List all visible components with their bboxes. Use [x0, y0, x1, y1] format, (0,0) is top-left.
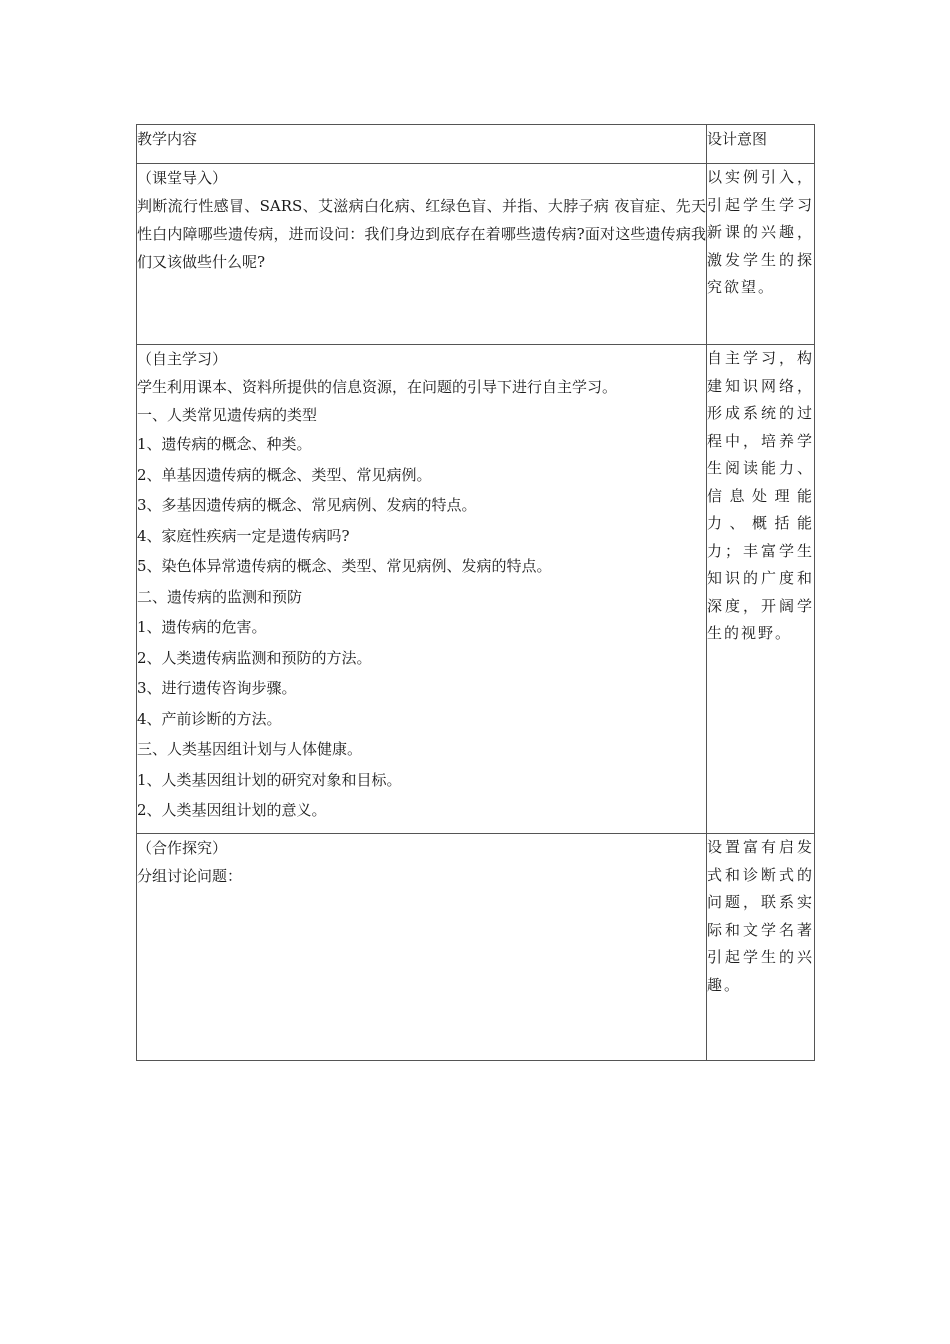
self-study-line: 1、遗传病的危害。: [137, 618, 267, 636]
self-study-line: 3、进行遗传咨询步骤。: [137, 679, 297, 697]
cooperative-design-cell: [707, 834, 815, 1061]
intro-design-text: 以实例引入，引起学生学习新课的兴趣，激发学生的探究欲望。: [707, 168, 814, 296]
self-study-row: [137, 345, 815, 834]
lesson-plan-table: [136, 124, 815, 1061]
header-design: 设计意图: [707, 125, 815, 164]
cooperative-content-cell: [137, 834, 707, 1061]
self-study-line: 4、家庭性疾病一定是遗传病吗?: [137, 526, 350, 545]
intro-design-cell: [707, 164, 815, 345]
self-study-line: 2、单基因遗传病的概念、类型、常见病例。: [137, 465, 432, 484]
cooperative-body: 分组讨论问题：: [137, 867, 243, 885]
self-study-line: 5、染色体异常遗传病的概念、类型、常见病例、发病的特点。: [137, 557, 552, 575]
cooperative-design-text: 设置富有启发式和诊断式的问题，联系实际和文学名著引起学生的兴趣。: [707, 838, 814, 994]
table-header-row: [137, 125, 815, 164]
cooperative-row: [137, 834, 815, 1061]
self-study-heading: （自主学习）: [137, 350, 228, 368]
self-study-content-cell: [137, 345, 707, 834]
self-study-line: 一、人类常见遗传病的类型: [137, 406, 318, 424]
self-study-line: 学生利用课本、资料所提供的信息资源，在问题的引导下进行自主学习。: [137, 378, 618, 396]
self-study-line: 4、产前诊断的方法。: [137, 709, 282, 728]
self-study-design-cell: [707, 345, 815, 834]
cooperative-heading: （合作探究）: [137, 839, 228, 857]
intro-heading: （课堂导入）: [137, 169, 228, 187]
self-study-line: 二、遗传病的监测和预防: [137, 587, 303, 606]
self-study-line: 1、人类基因组计划的研究对象和目标。: [137, 770, 402, 789]
self-study-line: 三、人类基因组计划与人体健康。: [137, 740, 363, 758]
self-study-line: 2、人类遗传病监测和预防的方法。: [137, 648, 372, 667]
self-study-line: 2、人类基因组计划的意义。: [137, 801, 327, 819]
header-content: 教学内容: [137, 125, 707, 164]
intro-body: 判断流行性感冒、SARS、艾滋病白化病、红绿色盲、并指、大脖子病 夜盲症、先天性白内障哪些遗传病，进而设问：我们身边到底存在着哪些遗传病?面对这些遗传病我们又该做些什么呢?: [137, 197, 706, 271]
self-study-design-text: 自主学习，构建知识网络，形成系统的过程中，培养学生阅读能力、信息处理能力、概括能力；丰富学生知识的广度和深度，开阔学生的视野。: [707, 349, 814, 642]
intro-content-cell: [137, 164, 707, 345]
self-study-line: 3、多基因遗传病的概念、常见病例、发病的特点。: [137, 496, 477, 514]
self-study-line: 1、遗传病的概念、种类。: [137, 435, 312, 453]
intro-row: [137, 164, 815, 345]
